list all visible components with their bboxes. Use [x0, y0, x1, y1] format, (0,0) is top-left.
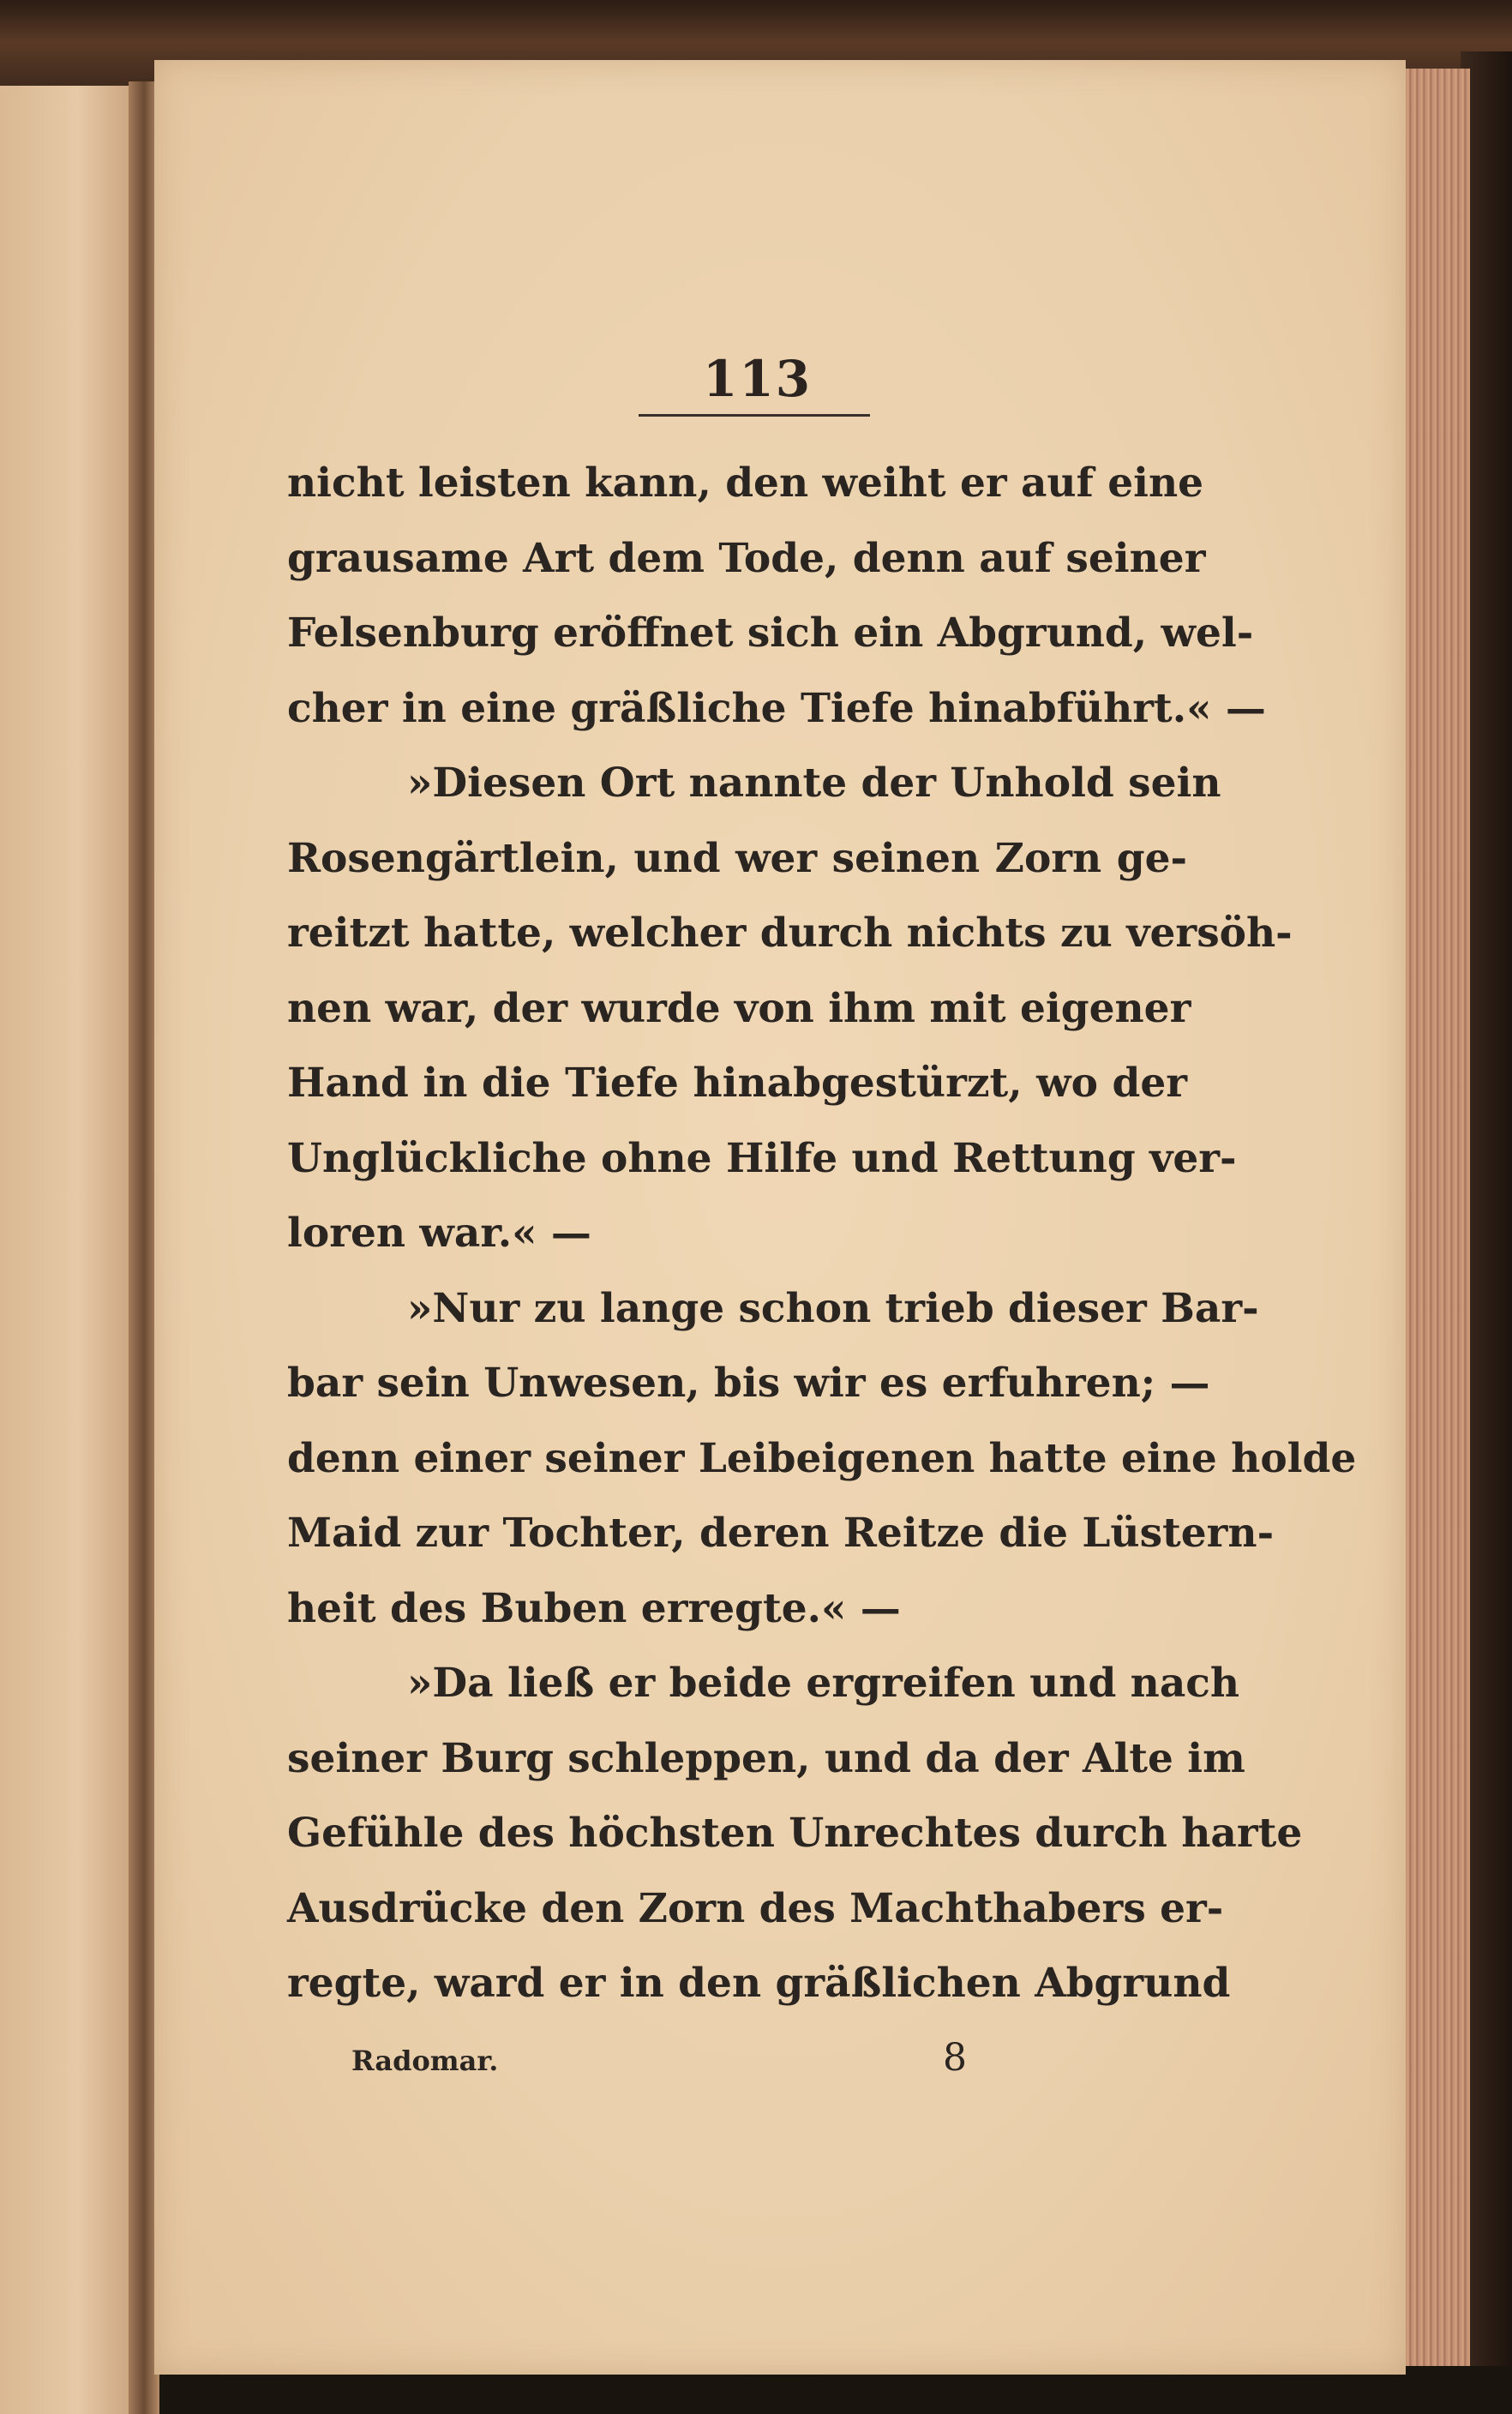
text-line: grausame Art dem Tode, denn auf seiner	[287, 534, 1206, 582]
text-line: »Nur zu lange schon trieb dieser Bar-	[407, 1284, 1259, 1332]
sheet-number: 8	[943, 2036, 967, 2080]
text-line: »Diesen Ort nannte der Unhold sein	[407, 760, 1221, 807]
footer-signature: Radomar.	[351, 2045, 499, 2077]
text-line: nen war, der wurde von ihm mit eigener	[287, 984, 1191, 1032]
text-line: heit des Buben erregte.« —	[287, 1584, 901, 1632]
text-line: regte, ward er in den gräßlichen Abgrund	[287, 1960, 1231, 2007]
page-number: 113	[703, 350, 813, 408]
text-line: denn einer seiner Leibeigenen hatte eine holde	[287, 1434, 1357, 1482]
left-page-edge	[0, 86, 141, 2414]
text-line: Hand in die Tiefe hinabgestürzt, wo der	[287, 1060, 1187, 1107]
text-line: Maid zur Tochter, deren Reitze die Lüstern-	[287, 1510, 1275, 1557]
text-line: Gefühle des höchsten Unrechtes durch harte	[287, 1810, 1303, 1857]
text-line: reitzt hatte, welcher durch nichts zu versöh-	[287, 910, 1293, 957]
text-line: bar sein Unwesen, bis wir es erfuhren; —	[287, 1360, 1210, 1407]
text-line: Ausdrücke den Zorn des Machthabers er-	[287, 1884, 1224, 1932]
text-line: Unglückliche ohne Hilfe und Rettung ver-	[287, 1134, 1237, 1182]
body-text	[287, 446, 1357, 2021]
text-line: »Da ließ er beide ergreifen und nach	[407, 1660, 1240, 1707]
page-edges	[1406, 69, 1470, 2366]
text-line: Rosengärtlein, und wer seinen Zorn ge-	[287, 834, 1187, 882]
header-rule	[639, 414, 870, 417]
text-line: Felsenburg eröffnet sich ein Abgrund, wel-	[287, 610, 1254, 657]
text-line: loren war.« —	[287, 1210, 591, 1257]
text-line: cher in eine gräßliche Tiefe hinabführt.« —	[287, 684, 1266, 732]
text-line: seiner Burg schleppen, und da der Alte im	[287, 1734, 1245, 1782]
text-line: nicht leisten kann, den weiht er auf eine	[287, 459, 1204, 507]
